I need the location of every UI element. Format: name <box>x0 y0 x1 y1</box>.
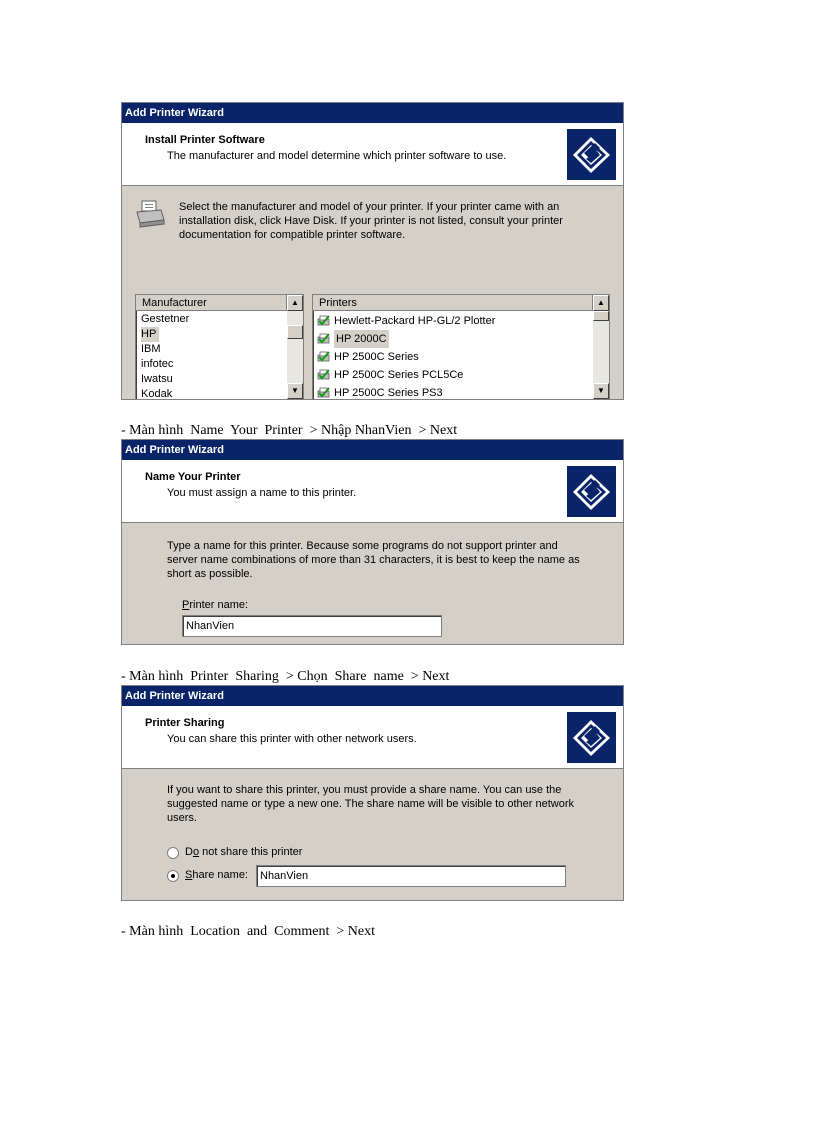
manufacturer-item[interactable] <box>136 327 287 342</box>
share-name-input[interactable]: NhanVien <box>256 865 566 887</box>
printer-icon <box>134 198 166 230</box>
radio-selected-dot <box>171 874 175 878</box>
printer-check-icon <box>317 387 331 399</box>
printer-model-label: HP 2500C Series PCL5Ce <box>334 369 464 381</box>
printer-model-label: HP 2000C <box>334 330 389 348</box>
printer-model-label: HP 2500C Series <box>334 351 419 363</box>
printer-check-icon <box>317 333 331 345</box>
do-not-share-label-text: not share this printer <box>199 846 303 858</box>
caption-name-your-printer: - Màn hình Name Your Printer > Nhập NhanVien > Next <box>121 423 458 438</box>
caption-location-and-comment: - Màn hình Location and Comment > Next <box>121 924 376 939</box>
do-not-share-radio[interactable] <box>167 847 179 859</box>
manufacturer-column-header[interactable]: Manufacturer <box>136 295 287 311</box>
printer-name-label-text: rinter name: <box>189 599 249 611</box>
printer-name-label <box>182 599 248 611</box>
printer-check-icon <box>317 315 331 327</box>
printer-model-item[interactable] <box>313 330 593 348</box>
printer-model-label: HP 2500C Series PS3 <box>334 387 443 399</box>
manufacturer-item[interactable] <box>136 342 287 357</box>
wizard-body <box>122 769 623 901</box>
wizard-heading: Name Your Printer <box>145 471 241 483</box>
do-not-share-label-accesskey: o <box>192 846 200 858</box>
printers-listbox[interactable] <box>312 294 610 400</box>
manufacturer-item-label: HP <box>141 327 159 342</box>
wizard-header <box>122 460 623 523</box>
printer-name-input[interactable]: NhanVien <box>182 615 442 637</box>
wizard-header <box>122 706 623 769</box>
manufacturer-item[interactable] <box>136 372 287 387</box>
wizard-name-your-printer <box>121 439 624 645</box>
wizard-subheading: You can share this printer with other network users. <box>167 733 417 745</box>
printer-model-item[interactable] <box>313 366 593 384</box>
scroll-up-button[interactable]: ▲ <box>593 295 609 311</box>
printer-wizard-icon <box>567 466 616 517</box>
manufacturer-item[interactable] <box>136 387 287 400</box>
manufacturer-item[interactable] <box>136 312 287 327</box>
scroll-thumb[interactable] <box>593 311 609 321</box>
scroll-up-button[interactable]: ▲ <box>287 295 303 311</box>
printer-model-item[interactable] <box>313 348 593 366</box>
printer-wizard-icon <box>567 712 616 763</box>
wizard-body <box>122 186 623 400</box>
wizard-description: Select the manufacturer and model of your printer. If your printer came with an installation disk, click Have Disk. If your printer is not listed, consult your printer documentation for compatible printer software. <box>179 201 563 241</box>
printer-check-icon <box>317 351 331 363</box>
manufacturer-list <box>136 312 287 400</box>
wizard-install-printer-software <box>121 102 624 400</box>
wizard-subheading: The manufacturer and model determine which printer software to use. <box>167 150 507 162</box>
share-name-label-accesskey: S <box>185 869 193 881</box>
printer-name-label-accesskey: P <box>182 599 190 611</box>
scroll-thumb[interactable] <box>287 325 303 339</box>
printer-model-item[interactable] <box>313 312 593 330</box>
share-name-label-text: hare name: <box>192 869 248 881</box>
manufacturer-scrollbar[interactable] <box>287 295 303 399</box>
wizard-subheading: You must assign a name to this printer. <box>167 487 357 499</box>
wizard-description: If you want to share this printer, you must provide a share name. You can use the suggested name or type a new one. The share name will be visible to other network users. <box>167 784 575 824</box>
printer-model-item[interactable] <box>313 384 593 400</box>
do-not-share-label-prefix: D <box>185 846 193 858</box>
manufacturer-item-label: Kodak <box>141 388 173 400</box>
printer-check-icon <box>317 369 331 381</box>
printers-scrollbar[interactable] <box>593 295 609 399</box>
manufacturer-item-label: IBM <box>141 343 161 355</box>
printers-column-header[interactable]: Printers <box>313 295 593 311</box>
wizard-body <box>122 523 623 645</box>
manufacturer-item-label: Gestetner <box>141 313 190 325</box>
wizard-heading: Install Printer Software <box>145 134 265 146</box>
wizard-titlebar: Add Printer Wizard <box>122 103 623 123</box>
wizard-header <box>122 123 623 186</box>
wizard-titlebar: Add Printer Wizard <box>122 686 623 706</box>
manufacturer-item[interactable] <box>136 357 287 372</box>
scroll-down-button[interactable]: ▼ <box>287 383 303 399</box>
wizard-printer-sharing <box>121 685 624 901</box>
wizard-description: Type a name for this printer. Because some programs do not support printer and server name combinations of more than 31 characters, it is best to keep the name as short as possible. <box>167 540 580 580</box>
wizard-heading: Printer Sharing <box>145 717 225 729</box>
manufacturer-item-label: Iwatsu <box>141 373 173 385</box>
do-not-share-label[interactable] <box>185 846 302 858</box>
printer-wizard-icon <box>567 129 616 180</box>
share-name-label[interactable] <box>185 869 248 881</box>
wizard-titlebar: Add Printer Wizard <box>122 440 623 460</box>
printers-list <box>313 312 593 400</box>
caption-printer-sharing: - Màn hình Printer Sharing > Chọn Share name > Next <box>121 669 450 684</box>
manufacturer-listbox[interactable] <box>135 294 304 400</box>
share-name-radio[interactable] <box>167 870 179 882</box>
scroll-down-button[interactable]: ▼ <box>593 383 609 399</box>
printer-model-label: Hewlett-Packard HP-GL/2 Plotter <box>334 315 496 327</box>
manufacturer-item-label: infotec <box>141 358 174 370</box>
